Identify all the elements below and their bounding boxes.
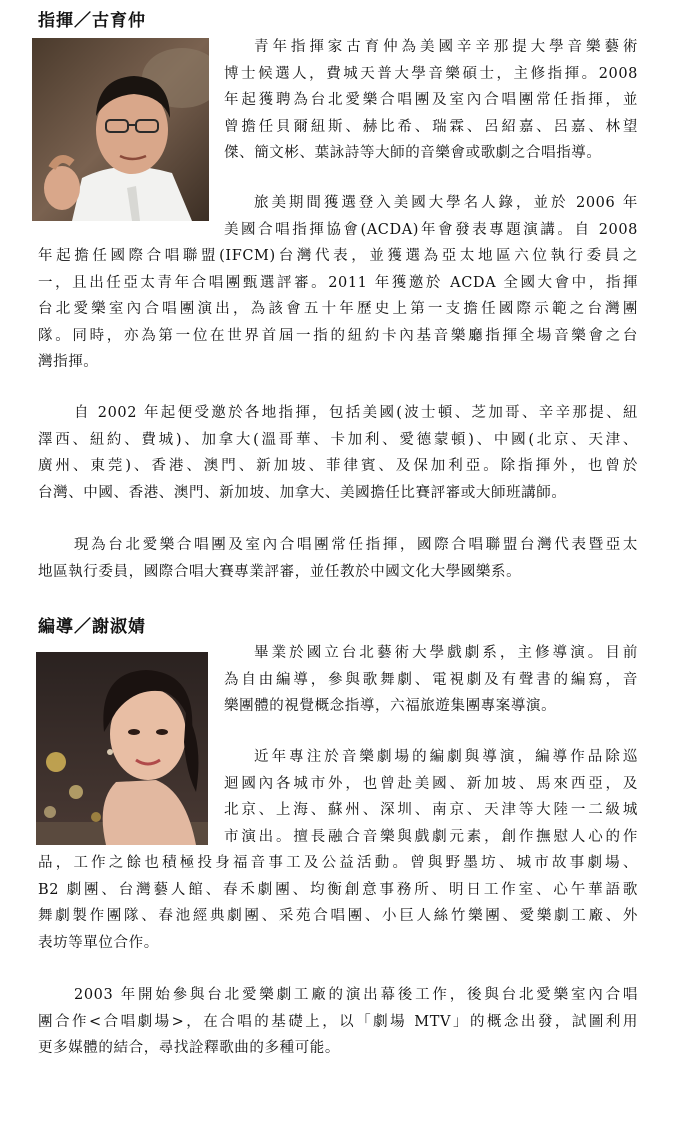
text-line: 年起獲聘為台北愛樂合唱團及室內合唱團常任指揮，並	[224, 92, 638, 108]
text-line: 舞劇製作團隊、春池經典劇團、采苑合唱團、小巨人絲竹樂團、愛樂劇工廠、外	[38, 908, 638, 924]
text-line: 台灣、中國、香港、澳門、新加坡、加拿大、美國擔任比賽評審或大師班講師。	[38, 484, 567, 501]
text-line: 自 2002 年起便受邀於各地指揮，包括美國(波士頓、芝加哥、辛辛那提、紐	[74, 405, 638, 421]
conductor-bio-paragraph-3	[38, 400, 638, 506]
text-line: 市演出。擅長融合音樂與戲劇元素，創作撫慰人心的作	[224, 828, 638, 845]
text-line: 畢業於國立台北藝術大學戲劇系，主修導演。目前	[254, 645, 638, 661]
text-line: 現為台北愛樂合唱團及室內合唱團常任指揮，國際合唱聯盟台灣代表暨亞太	[74, 537, 638, 553]
text-line: 地區執行委員，國際合唱大賽專業評審，並任教於中國文化大學國樂系。	[38, 563, 522, 580]
text-line: 為自由編導，參與歌舞劇、電視劇及有聲書的編寫，音	[224, 671, 638, 688]
text-line: 一，且出任亞太青年合唱團甄選評審。2011 年獲邀於 ACDA 全國大會中，指揮	[38, 274, 638, 291]
text-line: B2 劇團、台灣藝人館、春禾劇團、均衡創意事務所、明日工作室、心午華語歌	[38, 881, 638, 898]
director-bio-paragraph-1	[224, 640, 638, 720]
text-line: 樂團體的視覺概念指導，六福旅遊集團專案導演。	[224, 698, 557, 714]
director-bio-paragraph-3	[38, 982, 638, 1062]
conductor-bio-paragraph-1	[224, 34, 638, 167]
text-line: 青年指揮家古育仲為美國辛辛那提大學音樂藝術	[254, 39, 638, 55]
text-line: 廣州、東莞)、香港、澳門、新加坡、菲律賓、及保加利亞。除指揮外，也曾於	[38, 458, 638, 474]
text-line: 澤西、紐約、費城)、加拿大(溫哥華、卡加利、愛德蒙頓)、中國(北京、天津、	[38, 431, 638, 448]
conductor-bio-paragraph-4	[38, 532, 638, 585]
text-line: 2003 年開始參與台北愛樂劇工廠的演出幕後工作，後與台北愛樂室內合唱	[74, 987, 638, 1003]
text-line: 傑、簡文彬、葉詠詩等大師的音樂會或歌劇之合唱指導。	[224, 145, 602, 161]
text-line: 隊。同時，亦為第一位在世界首屆一指的紐約卡內基音樂廳指揮全場音樂會之台	[38, 327, 638, 344]
text-line: 美國合唱指揮協會(ACDA)年會發表專題演講。自 2008	[224, 221, 638, 238]
text-line: 北京、上海、蘇州、深圳、南京、天津等大陸一二級城	[224, 802, 638, 818]
director-bio-paragraph-2-top	[224, 744, 638, 850]
text-line: 台北愛樂室內合唱團演出，為該會五十年歷史上第一支擔任國際示範之台灣團	[38, 301, 638, 317]
text-line: 旅美期間獲選登入美國大學名人錄，並於 2006 年	[254, 195, 638, 211]
conductor-photo	[32, 38, 209, 221]
text-line: 灣指揮。	[38, 354, 99, 370]
director-heading: 編導／謝淑婧	[38, 617, 146, 637]
conductor-bio-paragraph-2-bottom	[38, 243, 638, 376]
text-line: 曾擔任貝爾紐斯、赫比希、瑞霖、呂紹嘉、呂嘉、林望	[224, 118, 638, 135]
conductor-heading: 指揮／古育仲	[38, 11, 146, 31]
text-line: 品，工作之餘也積極投身福音事工及公益活動。曾與野墨坊、城市故事劇場、	[38, 855, 638, 871]
text-line: 近年專注於音樂劇場的編劇與導演，編導作品除巡	[254, 749, 638, 765]
director-bio-paragraph-2-bottom	[38, 850, 638, 956]
text-line: 更多媒體的結合，尋找詮釋歌曲的多種可能。	[38, 1040, 340, 1056]
text-line: 迴國內各城市外，也曾赴美國、新加坡、馬來西亞，及	[224, 775, 638, 792]
director-photo	[36, 652, 208, 845]
text-line: 表坊等單位合作。	[38, 934, 159, 951]
text-line: 年起擔任國際合唱聯盟(IFCM)台灣代表，並獲選為亞太地區六位執行委員之	[38, 248, 638, 264]
text-line: 團合作<合唱劇場>，在合唱的基礎上，以「劇場 MTV」的概念出發，試圖利用	[38, 1013, 638, 1030]
text-line: 博士候選人，費城天普大學音樂碩士，主修指揮。2008	[224, 65, 638, 82]
conductor-bio-paragraph-2-top	[224, 190, 638, 243]
